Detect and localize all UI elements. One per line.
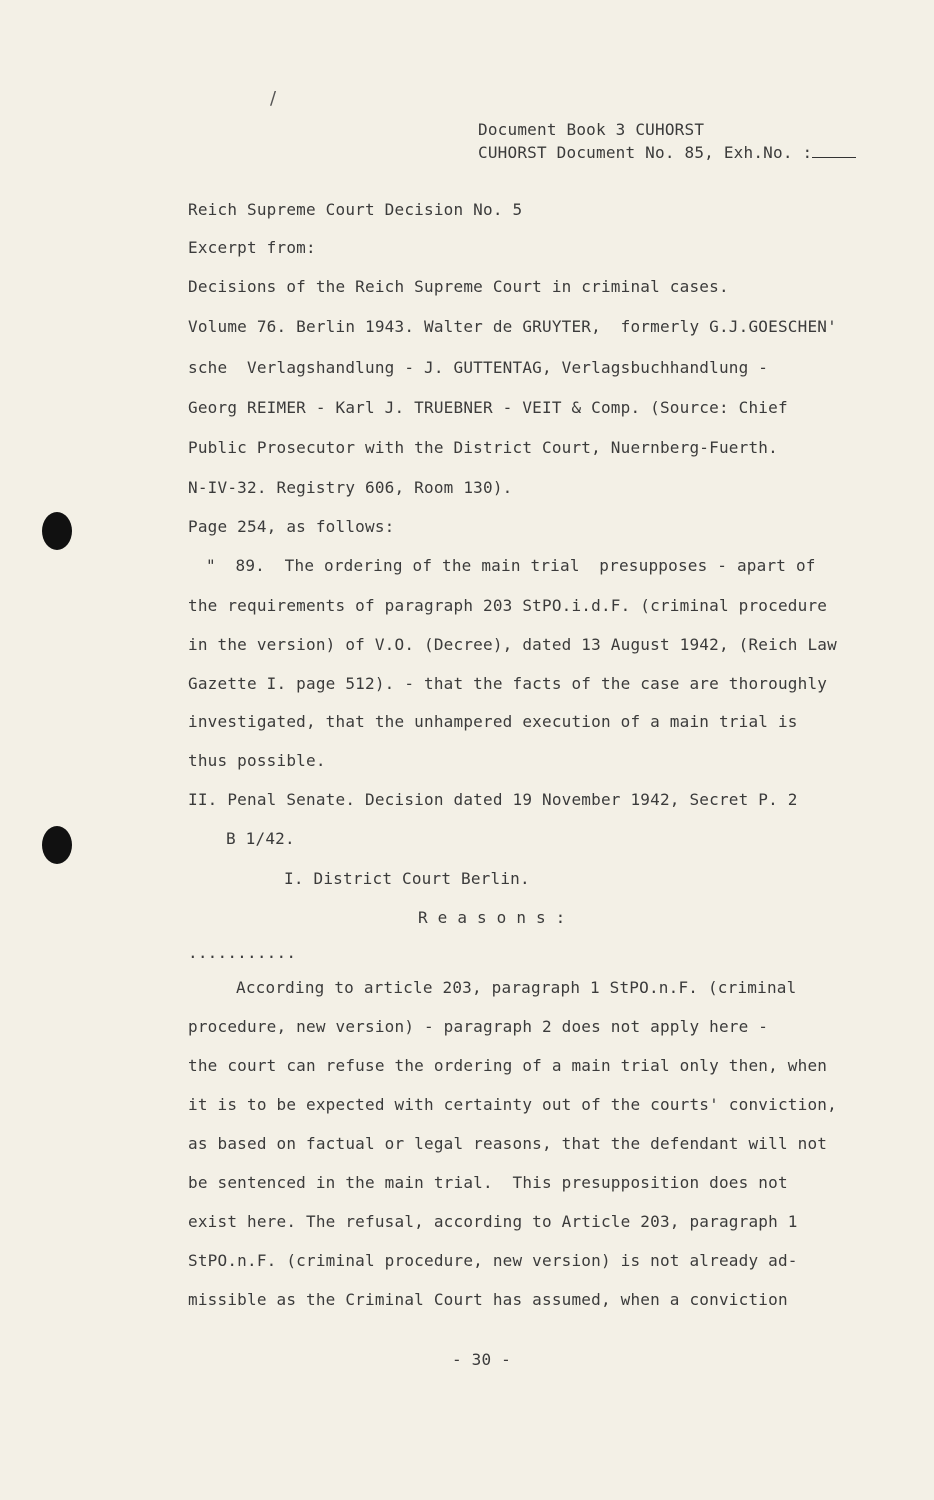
quote-line: Gazette I. page 512). - that the facts of the case are thoroughly [188,674,828,693]
punch-hole [42,512,72,550]
reasons-line: exist here. The refusal, according to Article 203, paragraph 1 [188,1212,798,1231]
stray-pen-mark: / [270,88,277,109]
reasons-line: StPO.n.F. (criminal procedure, new version) is not already ad- [188,1251,798,1270]
reasons-line: the court can refuse the ordering of a main trial only then, when [188,1056,828,1075]
header-document-text: CUHORST Document No. 85, Exh.No. : [478,143,813,162]
ellipsis-dots: ........... [188,943,297,962]
quote-line: investigated, that the unhampered execution of a main trial is [188,712,798,731]
reasons-line: be sentenced in the main trial. This presupposition does not [188,1173,788,1192]
district-court: I. District Court Berlin. [284,869,530,888]
quote-line: thus possible. [188,751,326,770]
quote-line: in the version) of V.O. (Decree), dated 13 August 1942, (Reich Law [188,635,837,654]
reasons-line: it is to be expected with certainty out of the courts' conviction, [188,1095,837,1114]
reasons-line: According to article 203, paragraph 1 StPO.n.F. (criminal [236,978,797,997]
punch-hole [42,826,72,864]
senate-line-continued: B 1/42. [226,829,295,848]
decision-title: Reich Supreme Court Decision No. 5 [188,200,523,219]
source-line: sche Verlagshandlung - J. GUTTENTAG, Verlagsbuchhandlung - [188,358,769,377]
source-line: N-IV-32. Registry 606, Room 130). [188,478,513,497]
senate-line: II. Penal Senate. Decision dated 19 November 1942, Secret P. 2 [188,790,798,809]
source-line: Volume 76. Berlin 1943. Walter de GRUYTER, formerly G.J.GOESCHEN' [188,317,837,336]
page-number: - 30 - [452,1350,511,1369]
exhibit-number-blank [812,143,856,158]
header-document-line [478,143,856,163]
reasons-line: as based on factual or legal reasons, that the defendant will not [188,1134,828,1153]
reasons-heading: R e a s o n s : [418,908,566,927]
header-book-line: Document Book 3 CUHORST [478,120,705,139]
reasons-line: missible as the Criminal Court has assumed, when a conviction [188,1290,788,1309]
source-line: Decisions of the Reich Supreme Court in criminal cases. [188,277,729,296]
page-reference: Page 254, as follows: [188,517,395,536]
quote-line: the requirements of paragraph 203 StPO.i.d.F. (criminal procedure [188,596,828,615]
excerpt-label: Excerpt from: [188,238,316,257]
source-line: Georg REIMER - Karl J. TRUEBNER - VEIT & Comp. (Source: Chief [188,398,788,417]
reasons-line: procedure, new version) - paragraph 2 does not apply here - [188,1017,769,1036]
quote-line: " 89. The ordering of the main trial presupposes - apart of [206,556,816,575]
source-line: Public Prosecutor with the District Court, Nuernberg-Fuerth. [188,438,778,457]
